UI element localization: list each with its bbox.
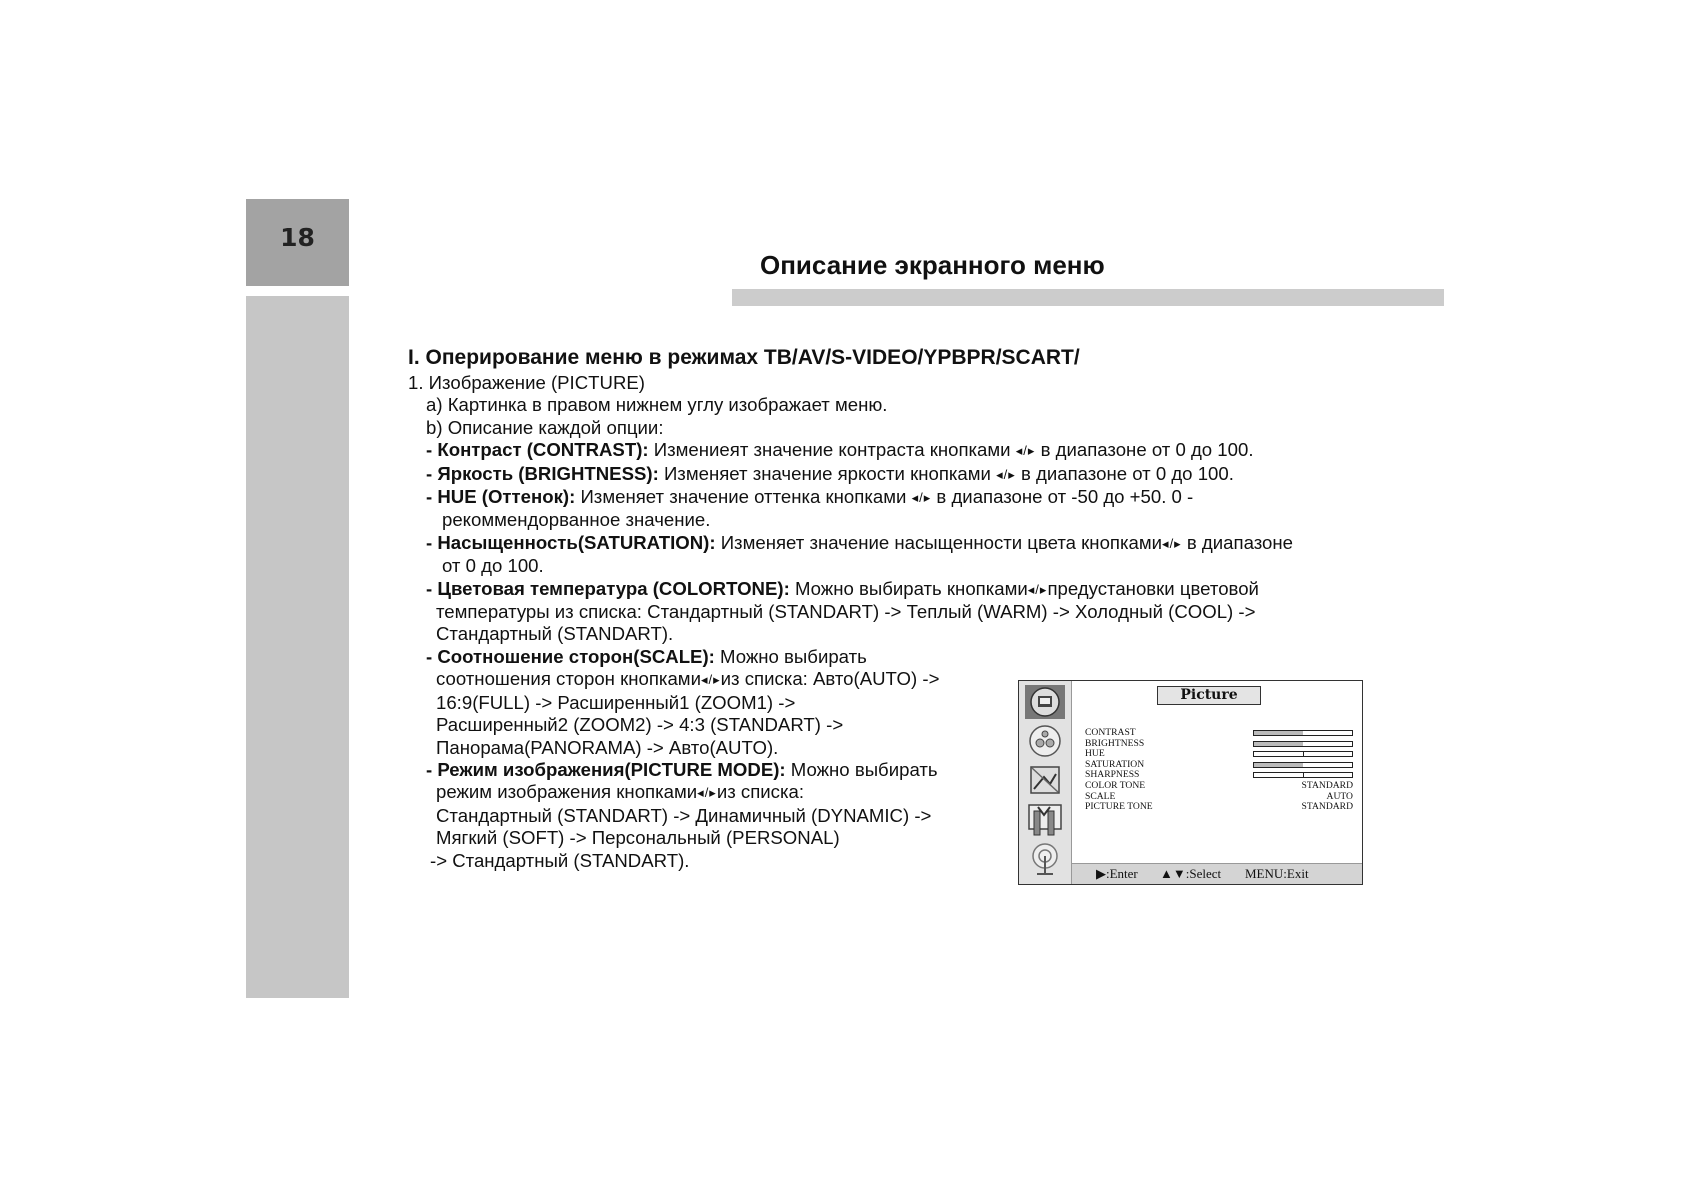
picture-mode-line2-text: режим изображения кнопками xyxy=(436,781,698,803)
osd-select-hint: ▲▼:Select xyxy=(1160,866,1222,881)
function-icon xyxy=(1024,762,1066,798)
picture-mode-line5: -> Стандартный (STANDART). xyxy=(430,849,690,871)
contrast-option xyxy=(408,439,1418,462)
osd-slider-fill xyxy=(1254,742,1303,746)
left-right-arrows-icon: ◂/▸ xyxy=(1162,535,1182,551)
saturation-text: Изменяет значение насыщенности цвета кнопками xyxy=(715,531,1163,553)
osd-slider-center-mark xyxy=(1303,772,1304,778)
osd-exit-hint: MENU:Exit xyxy=(1245,866,1309,881)
osd-row-label: HUE xyxy=(1085,748,1105,760)
picture-icon xyxy=(1024,684,1066,720)
colortone-option xyxy=(408,578,1418,601)
osd-sidebar xyxy=(1019,681,1072,884)
contrast-label: - Контраст (CONTRAST): xyxy=(426,439,649,461)
brightness-label: - Яркость (BRIGHTNESS): xyxy=(426,462,659,484)
left-right-arrows-icon: ◂/▸ xyxy=(911,490,932,506)
osd-row-label: PICTURE TONE xyxy=(1085,801,1153,813)
osd-row-label: COLOR TONE xyxy=(1085,779,1146,791)
hue-option xyxy=(408,486,1418,509)
osd-row-label: CONTRAST xyxy=(1085,727,1136,738)
left-right-arrows-icon: ◂/▸ xyxy=(700,672,721,688)
hue-range: в диапазоне от -50 до +50. 0 - xyxy=(931,486,1194,508)
saturation-label: - Насыщенность(SATURATION): xyxy=(426,531,716,553)
page-number-tab xyxy=(246,199,349,286)
saturation-line2: от 0 до 100. xyxy=(442,555,544,577)
setup-icon xyxy=(1024,801,1066,837)
scale-label: - Соотношение сторон(SCALE): xyxy=(426,645,715,667)
colortone-line2: температуры из списка: Стандартный (STANDART) -> Теплый (WARM) -> Холодный (COOL) -> xyxy=(436,601,1256,623)
osd-slider-bar xyxy=(1253,762,1353,768)
osd-row xyxy=(1085,781,1353,792)
osd-row-label: SCALE xyxy=(1085,790,1116,802)
osd-slider-bar xyxy=(1253,741,1353,747)
left-right-arrows-icon: ◂/▸ xyxy=(697,785,717,801)
title-rule xyxy=(732,289,1444,306)
colortone-text-after: предустановки цветовой xyxy=(1047,577,1259,599)
item-a: a) Картинка в правом нижнем углу изображает меню. xyxy=(426,394,888,416)
brightness-option xyxy=(408,463,1418,486)
section-heading: I. Оперирование меню в режимах ТВ/AV/S-VIDEO/YPBPR/SCART/ xyxy=(408,346,1080,369)
item-picture: 1. Изображение (PICTURE) xyxy=(408,372,645,393)
picture-mode-line3: Стандартный (STANDART) -> Динамичный (DYNAMIC) -> xyxy=(436,804,932,826)
osd-enter-hint: ▶:Enter xyxy=(1096,866,1138,881)
osd-slider-bar xyxy=(1253,730,1353,736)
left-right-arrows-icon: ◂/▸ xyxy=(996,466,1016,482)
scale-line4: Расширенный2 (ZOOM2) -> 4:3 (STANDART) -> xyxy=(436,714,844,736)
hue-label: - HUE (Оттенок): xyxy=(426,486,576,508)
hue-text: Изменяет значение оттенка кнопками xyxy=(575,486,912,508)
left-right-arrows-icon: ◂/▸ xyxy=(1015,443,1036,459)
item-b: b) Описание каждой опции: xyxy=(426,416,664,438)
osd-row-label: BRIGHTNESS xyxy=(1085,737,1145,749)
colortone-line3: Стандартный (STANDART). xyxy=(436,623,674,645)
scale-text: Можно выбирать xyxy=(714,645,867,667)
scale-option xyxy=(408,646,1418,668)
osd-row-label: SHARPNESS xyxy=(1085,769,1140,781)
osd-row xyxy=(1085,802,1353,813)
left-right-arrows-icon: ◂/▸ xyxy=(1027,581,1048,597)
page-title: Описание экранного меню xyxy=(760,250,1105,280)
osd-row-label: SATURATION xyxy=(1085,758,1145,770)
brightness-text: Изменяет значение яркости кнопками xyxy=(658,462,997,484)
colortone-text: Можно выбирать кнопками xyxy=(789,577,1028,599)
brightness-range: в диапазоне от 0 до 100. xyxy=(1015,462,1234,484)
side-bar xyxy=(246,296,349,998)
contrast-range: в диапазоне от 0 до 100. xyxy=(1035,439,1254,461)
saturation-option xyxy=(408,532,1418,555)
hue-line2: рекоммендорванное значение. xyxy=(442,509,711,531)
colortone-label: - Цветовая температура (COLORTONE): xyxy=(426,577,790,599)
picture-mode-line2-after: из списка: xyxy=(716,781,805,803)
sound-icon xyxy=(1024,723,1066,759)
page-number: 18 xyxy=(280,223,315,252)
saturation-range: в диапазоне xyxy=(1181,531,1293,553)
scale-line3: 16:9(FULL) -> Расширенный1 (ZOOM1) -> xyxy=(436,691,796,713)
picture-mode-line4: Мягкий (SOFT) -> Персональный (PERSONAL) xyxy=(436,827,840,849)
contrast-text: Измениeят значение контраста кнопками xyxy=(648,439,1016,461)
osd-row-value: AUTO xyxy=(1326,790,1353,802)
osd-slider-fill xyxy=(1254,731,1303,735)
osd-row xyxy=(1085,728,1353,739)
channel-icon xyxy=(1024,840,1066,876)
osd-title: Picture xyxy=(1157,686,1261,705)
osd-slider-bar xyxy=(1253,772,1353,778)
osd-menu-illustration xyxy=(1018,680,1363,885)
osd-slider-center-mark xyxy=(1303,751,1304,757)
osd-slider-fill xyxy=(1254,763,1303,767)
osd-row-value: STANDARD xyxy=(1301,801,1353,813)
scale-line2-after: из списка: Авто(AUTO) -> xyxy=(720,668,940,690)
scale-line5: Панорама(PANORAMA) -> Авто(AUTO). xyxy=(436,736,779,758)
picture-mode-text: Можно выбирать xyxy=(785,758,938,780)
osd-slider-bar xyxy=(1253,751,1353,757)
osd-row xyxy=(1085,739,1353,750)
osd-footer xyxy=(1072,863,1362,884)
osd-rows xyxy=(1085,728,1353,813)
scale-line2-text: соотношения сторон кнопками xyxy=(436,668,701,690)
picture-mode-label: - Режим изображения(PICTURE MODE): xyxy=(426,758,786,780)
osd-row-value: STANDARD xyxy=(1301,779,1353,791)
